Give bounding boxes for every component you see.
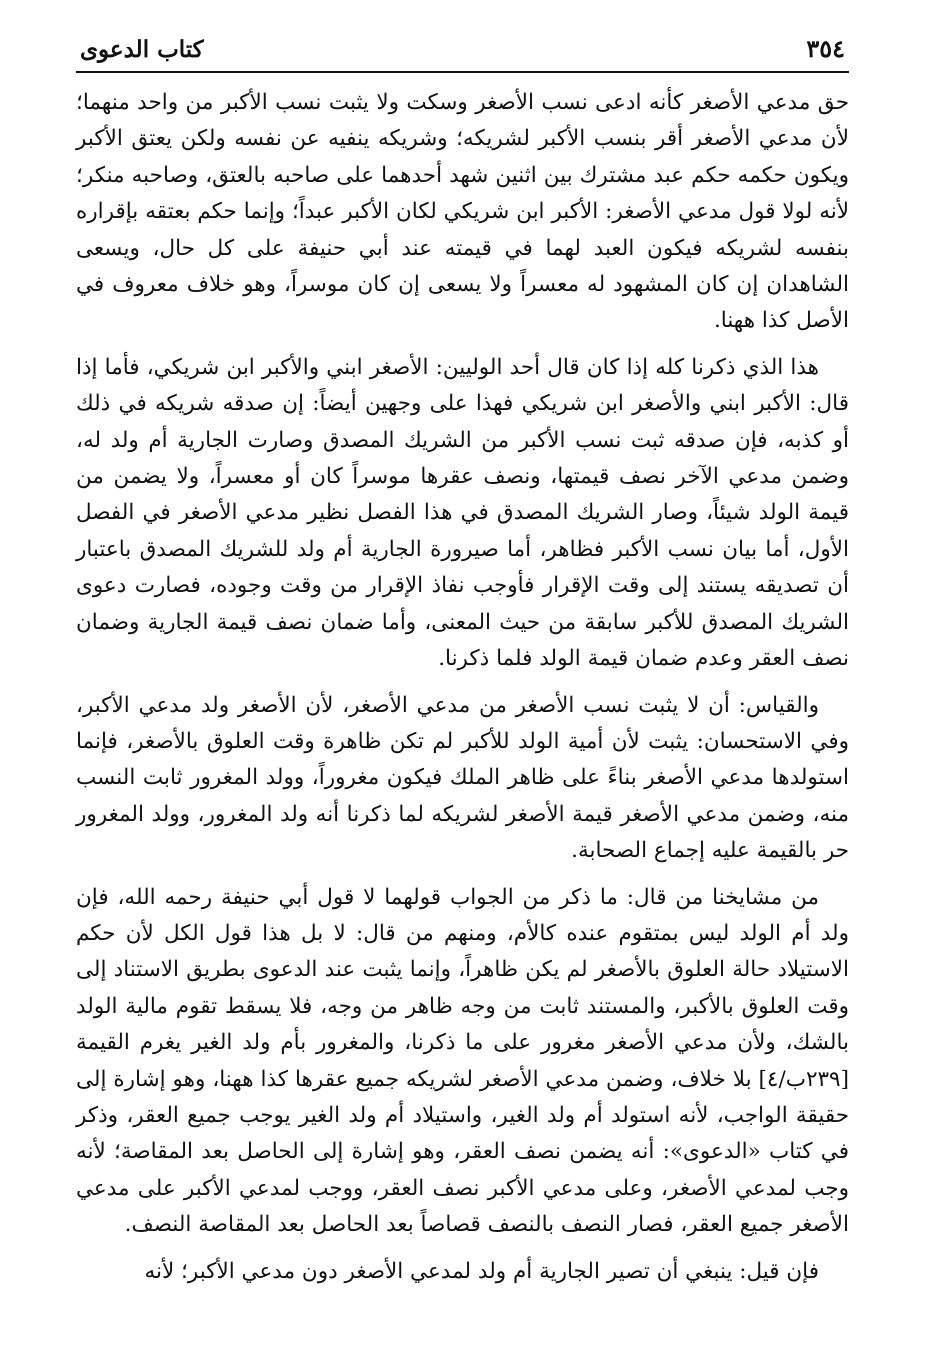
paragraph-2: هذا الذي ذكرنا كله إذا كان قال أحد الوليين: الأصغر ابني والأكبر ابن شريكي، فأما إذا قال: الأكبر ابني والأصغر ابن شريكي فهذا على وجهين أيضاً: إن صدقه شريكه في ذلك أو كذبه، فإن صدقه ثبت نسب الأكبر من الشريك المصدق وصارت الجارية أم ولد له، وضمن مدعي الآخر نصف قيمتها، ونصف عقرها موسراً كان أو معسراً، ولا يضمن من قيمة الولد شيئاً، وصار الشريك المصدق في هذا الفصل نظير مدعي الأصغر في الفصل الأول، أما بيان نسب الأكبر فظاهر، أما صيرورة الجارية أم ولد للشريك المصدق باعتبار أن تصديقه يستند إلى وقت الإقرار فأوجب نفاذ الإقرار من وقت وجوده، فصارت دعوى الشريك المصدق للأكبر سابقة من حيث المعنى، وأما ضمان نصف قيمة الجارية وضمان نصف العقر وعدم ضمان قيمة الولد فلما ذكرنا. xyxy=(76,354,849,672)
paragraph-1: حق مدعي الأصغر كأنه ادعى نسب الأصغر وسكت ولا يثبت نسب الأكبر من واحد منهما؛ لأن مدعي الأصغر أقر بنسب الأكبر لشريكه؛ وشريكه ينفيه عن نفسه ولكن يعتق الأكبر ويكون حكمه حكم عبد مشترك بين اثنين شهد أحدهما على صاحبه بالعتق، وصاحبه منكر؛ لأنه لولا قول مدعي الأصغر: الأكبر ابن شريكي لكان الأكبر عبداً؛ وإنما حكم بعتقه بإقراره بنفسه لشريكه فيكون العبد لهما في قيمته عند أبي حنيفة على كل حال، ويسعى الشاهدان إن كان المشهود له معسراً ولا يسعى إن كان موسراً، وهو خلاف معروف في الأصل كذا ههنا. xyxy=(76,90,849,334)
page-number: ٣٥٤ xyxy=(806,34,845,63)
running-header xyxy=(76,34,849,73)
book-title: كتاب الدعوى xyxy=(80,36,204,63)
paragraph-5: فإن قيل: ينبغي أن تصير الجارية أم ولد لمدعي الأصغر دون مدعي الأكبر؛ لأنه xyxy=(144,1258,819,1284)
body-text xyxy=(76,85,849,1290)
paragraph-4: من مشايخنا من قال: ما ذكر من الجواب قولهما لا قول أبي حنيفة رحمه الله، فإن ولد أم الولد ليس بمتقوم عنده كالأم، ومنهم من قال: لا بل هذا قول الكل لأن حكم الاستيلاد حالة العلوق بالأصغر لم يكن ظاهراً، وإنما يثبت عند الدعوى بطريق الاستناد إلى وقت العلوق بالأكبر، والمستند ثابت من وجه ظاهر من وجه، فلا يسقط تقوم مالية الولد بالشك، ولأن مدعي الأصغر مغرور على ما ذكرنا، والمغرور بأم ولد الغير يغرم القيمة [٢٣٩ب/٤] بلا خلاف، وضمن مدعي الأصغر لشريكه جميع عقرها كذا ههنا، وهو إشارة إلى حقيقة الواجب، لأنه استولد أم ولد الغير، واستيلاد أم ولد الغير يوجب جميع العقر، وذكر في كتاب «الدعوى»: أنه يضمن نصف العقر، وهو إشارة إلى الحاصل بعد المقاصة؛ لأنه وجب لمدعي الأصغر، وعلى مدعي الأكبر نصف العقر، ووجب لمدعي الأكبر على مدعي الأصغر جميع العقر، فصار النصف بالنصف قصاصاً بعد الحاصل بعد المقاصة النصف. xyxy=(76,884,849,1238)
paragraph-3: والقياس: أن لا يثبت نسب الأصغر من مدعي الأصغر، لأن الأصغر ولد مدعي الأكبر، وفي الاستحسان: يثبت لأن أمية الولد للأكبر لم تكن ظاهرة وقت العلوق بالأصغر، فإنما استولدها مدعي الأصغر بناءً على ظاهر الملك فيكون مغروراً، وولد المغرور ثابت النسب منه، وضمن مدعي الأصغر قيمة الأصغر لشريكه لما ذكرنا أنه ولد المغرور، وولد المغرور حر بالقيمة عليه إجماع الصحابة. xyxy=(76,692,849,864)
